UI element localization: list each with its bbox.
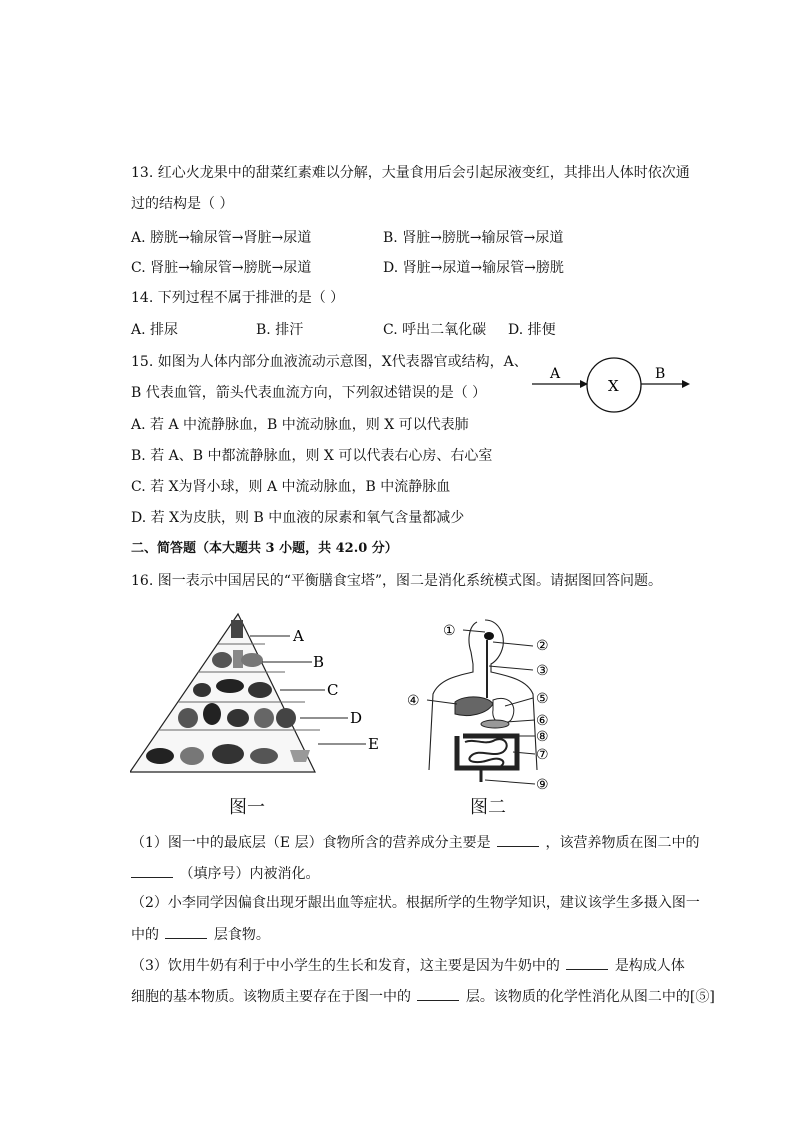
q16-sub3-text-a: （3）饮用牛奶有利于中小学生的生长和发育，这主要是因为牛奶中的 [131, 958, 560, 974]
q16-sub1-line2 [131, 863, 319, 884]
q16-sub3-text-d: 层。该物质的化学性消化从图二中的[⑤] [465, 989, 715, 1005]
q16-sub2-text-c: 层食物。 [213, 927, 270, 943]
q16-sub3-text-c: 细胞的基本物质。该物质主要存在于图一中的 [131, 989, 411, 1005]
q16-sub1-text-b: ，该营养物质在图二中的 [545, 835, 700, 851]
q13-option-c: C. 肾脏→输尿管→膀胱→尿道 [131, 260, 312, 276]
pyramid-label-b: B [313, 653, 325, 671]
q16-sub2-line2 [131, 924, 270, 945]
digestive-label-8: ⑧ [536, 729, 549, 745]
q15-option-b: B. 若 A、B 中都流静脉血，则 X 可以代表右心房、右心室 [131, 448, 493, 464]
q14-option-c: C. 呼出二氧化碳 [383, 322, 487, 338]
q13-stem-line2: 过的结构是（ ） [131, 196, 234, 212]
pyramid-label-e: E [368, 735, 379, 753]
digestive-system-figure [405, 610, 565, 790]
q16-sub1-line1 [131, 832, 699, 853]
pyramid-label-c: C [327, 681, 339, 699]
digestive-label-7: ⑦ [536, 747, 549, 763]
q15-option-d: D. 若 X为皮肤，则 B 中血液的尿素和氧气含量都减少 [131, 510, 465, 526]
pyramid-label-a: A [293, 627, 304, 645]
q16-sub3-text-b: 是构成人体 [614, 958, 685, 974]
q15-stem-line2: B 代表血管，箭头代表血流方向，下列叙述错误的是（ ） [131, 385, 487, 401]
q15-stem-line1: 15. 如图为人体内部分血液流动示意图，X代表器官或结构，A、 [131, 354, 528, 370]
q16-sub1-text-a: （1）图一中的最底层（E 层）食物所含的营养成分主要是 [131, 835, 491, 851]
figure2-caption: 图二 [470, 797, 506, 818]
food-pyramid-figure [130, 610, 390, 780]
q16-sub3-blank2[interactable] [417, 986, 459, 1001]
digestive-label-6: ⑥ [536, 713, 549, 729]
q14-option-b: B. 排汗 [256, 322, 304, 338]
structure-x-label: X [608, 377, 619, 395]
q16-sub3-blank1[interactable] [566, 955, 608, 970]
figure1-caption: 图一 [229, 797, 265, 818]
q13-option-a: A. 膀胱→输尿管→肾脏→尿道 [131, 230, 312, 246]
vessel-a-label: A [550, 366, 561, 382]
q16-stem: 16. 图一表示中国居民的“平衡膳食宝塔”，图二是消化系统模式图。请据图回答问题。 [131, 573, 663, 589]
vessel-b-label: B [655, 366, 666, 382]
q15-option-c: C. 若 X为肾小球，则 A 中流动脉血，B 中流静脉血 [131, 479, 451, 495]
digestive-label-9: ⑨ [536, 777, 549, 790]
q16-sub2-blank[interactable] [165, 924, 207, 939]
q16-sub3-line1 [131, 955, 685, 976]
digestive-label-5: ⑤ [536, 691, 549, 707]
q14-option-d: D. 排便 [508, 322, 556, 338]
digestive-label-3: ③ [536, 663, 549, 679]
digestive-label-4: ④ [407, 693, 420, 709]
q14-stem: 14. 下列过程不属于排泄的是（ ） [131, 290, 345, 306]
q15-option-a: A. 若 A 中流静脉血，B 中流动脉血，则 X 可以代表肺 [131, 417, 469, 433]
q16-sub2-text-b: 中的 [131, 927, 159, 943]
q16-sub1-blank1[interactable] [497, 832, 539, 847]
q16-sub1-text-c: （填序号）内被消化。 [179, 866, 320, 882]
q16-sub3-line2 [131, 986, 715, 1007]
section-title: 二、简答题（本大题共 3 小题，共 42.0 分） [131, 541, 398, 556]
q14-option-a: A. 排尿 [131, 322, 179, 338]
q13-option-d: D. 肾脏→尿道→输尿管→膀胱 [383, 260, 564, 276]
digestive-label-2: ② [536, 638, 549, 654]
digestive-label-1: ① [443, 623, 456, 639]
q13-stem-line1: 13. 红心火龙果中的甜菜红素难以分解，大量食用后会引起尿液变红，其排出人体时依次通 [131, 165, 690, 181]
q16-sub1-blank2[interactable] [131, 863, 173, 878]
pyramid-label-d: D [350, 709, 363, 727]
q16-sub2-line1: （2）小李同学因偏食出现牙龈出血等症状。根据所学的生物学知识，建议该学生多摄入图一 [131, 895, 700, 911]
q13-option-b: B. 肾脏→膀胱→输尿管→尿道 [383, 230, 564, 246]
blood-flow-diagram [530, 350, 695, 420]
